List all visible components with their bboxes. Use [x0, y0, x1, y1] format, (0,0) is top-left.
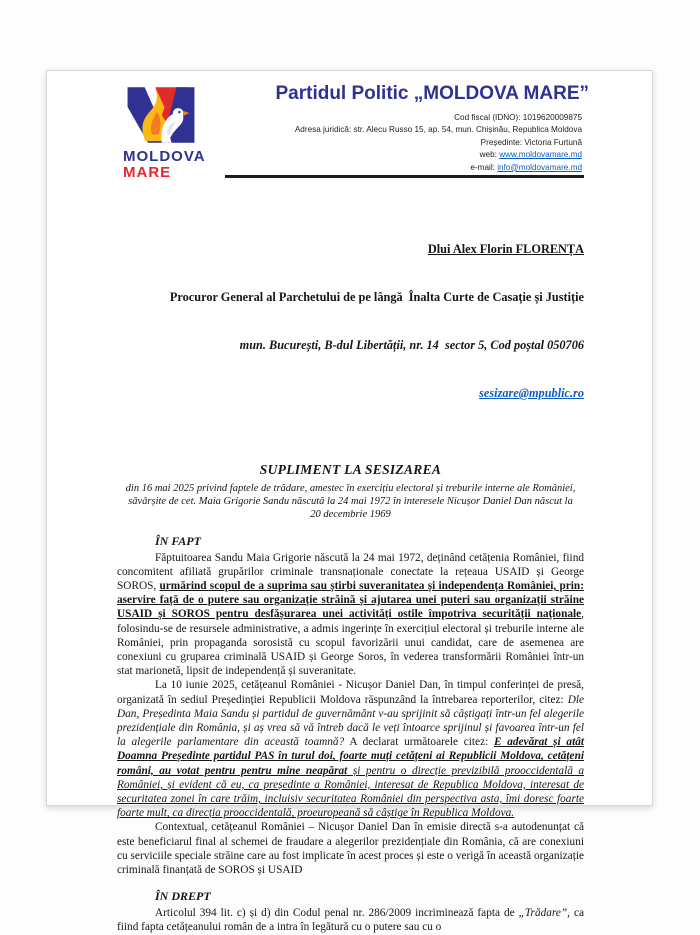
email-label: e-mail: — [470, 162, 498, 172]
party-email-link[interactable]: info@moldovamare.md — [497, 162, 582, 172]
text-run: A declarat următoarele citez: — [344, 736, 494, 749]
web-label: web: — [479, 150, 500, 160]
logo-text-mare: MARE — [123, 164, 172, 181]
text-run: Făptuitoarea Sandu Maia Grigorie născută la 24 mai 1972, deținând cetățenia României, fiind concomitent afiliată grupărilor criminale transnaționale conectate la rețeaua USAID și George SOROS, — [117, 551, 584, 593]
section-heading: ÎN FAPT — [155, 533, 201, 548]
document-sections — [117, 534, 584, 935]
document-section — [117, 534, 584, 878]
subject-title: SUPLIMENT LA SESIZAREA — [259, 462, 442, 477]
recipient-title: Procuror General al Parchetului de pe lângă Înalta Curte de Casație și Justiție — [169, 290, 584, 304]
party-name-title: Partidul Politic „MOLDOVA MARE” — [275, 83, 589, 104]
text-run: E adevărat și atât Doamna Președinte partidul PAS în turul doi, foarte muți cetățeni ai Republicii Moldova, cetățeni români, au votat pentru pentru mine neapărat — [117, 736, 584, 777]
text-run: „Trădare” — [518, 907, 568, 920]
text-run: Articolul 394 lit. c) și d) din Codul penal nr. 286/2009 incriminează fapta de — [155, 907, 519, 920]
text-run: și pentru o direcție previzibilă prooccidentală a României, și evident că eu, ca președinte a României, interesat de Republica Moldova, interesat de securitatea zonei în care trăim, incluisiv securitatea României din perspectiva asta, îmi doresc foarte foarte mult, ca direcția prooccidentală, proeuropeană să câștige în Republica Moldova. — [117, 764, 584, 820]
recipient-name: Dlui Alex Florin FLORENȚA — [427, 242, 584, 256]
recipient-email-link[interactable]: sesizare@mpublic.ro — [479, 386, 584, 400]
subject-subtitle: din 16 mai 2025 privind faptele de trădare, amestec în exercițiu electoral și treburile interne ale României, săvârșite de cet. Maia Grigorie Sandu născută la 24 mai 1972 în interesele Nicușor Daniel Dan născut la 20 decembrie 1969 — [125, 483, 576, 521]
text-run: La 10 iunie 2025, cetățeanul României - Nicușor Daniel Dan, în timpul conferinței de presă, organizată în sediul Președinției Republicii Moldova răspunzând la întrebarea reporterilor, citez: — [117, 679, 584, 706]
document-section — [117, 889, 584, 934]
paragraph — [117, 678, 584, 820]
paragraph — [117, 551, 584, 679]
text-run: , ca fiind fapta cetățeanului român de a intra în legătură cu o putere sau cu o — [117, 907, 584, 934]
logo-text-moldova: MOLDOVA — [123, 148, 206, 165]
adresa-juridica-line: Adresa juridică: str. Alecu Russo 15, ap. 54, mun. Chișinău, Republica Moldova — [294, 125, 582, 135]
text-run: urmărind scopul de a suprima sau știrbi suveranitatea și independența României, prin: aservire față de o putere sau organizație străină și ajutarea unei puteri sau organizații străine USAID și SOROS pentru desfășurarea unei activități ostile împotriva securității naționale — [117, 580, 584, 621]
section-heading: ÎN DREPT — [155, 889, 211, 904]
paragraph — [117, 820, 584, 877]
subject-block — [117, 462, 584, 522]
recipient-address: mun. București, B-dul Libertății, nr. 14 sector 5, Cod poștal 050706 — [239, 338, 584, 352]
text-run: Contextual, cetățeanul României – Nicușor Daniel Dan în emisie directă s-a autodenunțat că este beneficiarul final al schemei de fraudare a alegerilor prezidențiale din România, că are conexiuni cu serviciile speciale străine care au fost implicate în acest proces și este o verigă în această organizație criminală finanțată de SOROS și USAID — [117, 821, 584, 877]
cod-fiscal-line: Cod fiscal (IDNO): 1019620009875 — [454, 113, 582, 122]
text-run: Dle Dan, Președinta Maia Sandu și partidul de guvernământ v-au sprijinit să câștigați într-un fel alegerile prezidențiale din România, și aș vrea să vă întreb dacă le veți întoarce sprijinul și favoarea într-un fel la alegerile parlamentare din această toamnă? — [117, 693, 584, 749]
website-link[interactable]: www.moldovamare.md — [499, 150, 582, 160]
recipient-block — [117, 209, 584, 433]
letter-body — [117, 71, 584, 935]
paragraph — [117, 906, 584, 934]
letter-page — [46, 70, 653, 934]
presedinte-line: Președinte: Victoria Furtună — [480, 137, 582, 147]
text-run: , folosindu-se de resursele administrative, a admis ingerințe în exercițiul electoral și treburile interne ale României, prin propaganda sorosistă cu scopul favorizării unui candidat, care de asemenea are conexiuni cu gruparea criminală USAID și George Soros, în vederea transformării României într-un stat marionetă, lipsit de independență și suveranitate. — [117, 608, 584, 678]
